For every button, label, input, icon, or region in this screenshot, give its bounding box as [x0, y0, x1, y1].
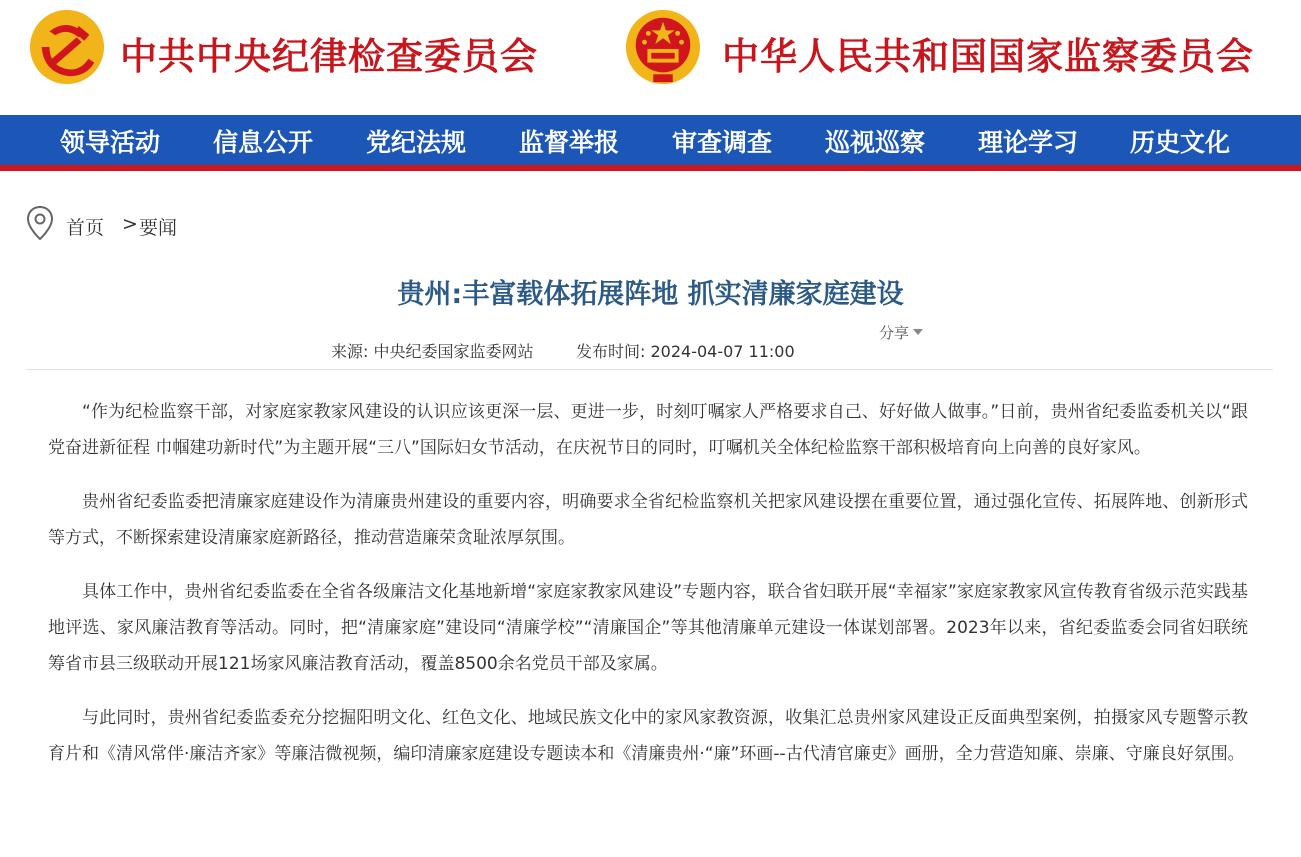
article-body [48, 394, 1248, 790]
nsc-title: 中华人民共和国国家监察委员会 [722, 34, 1254, 78]
article-paragraph: 具体工作中，贵州省纪委监委在全省各级廉洁文化基地新增“家庭家教家风建设”专题内容，联合省妇联开展“幸福家”家庭家教家风宣传教育省级示范实践基地评选、家风廉洁教育等活动。同时，把“清廉家庭”建设同“清廉学校”“清廉国企”等其他清廉单元建设一体谋划部署。2023年以来，省纪委监委会同省妇联统筹省市县三级联动开展121场家风廉洁教育活动，覆盖8500余名党员干部及家属。 [48, 582, 1248, 674]
nav-item-regulations[interactable]: 党纪法规 [366, 128, 467, 157]
main-nav [0, 115, 1301, 171]
article-paragraph: 贵州省纪委监委把清廉家庭建设作为清廉贵州建设的重要内容，明确要求全省纪检监察机关把家风建设摆在重要位置，通过强化宣传、拓展阵地、创新形式等方式，不断探索建设清廉家庭新路径，推动营造廉荣贪耻浓厚氛围。 [48, 492, 1248, 548]
nav-item-investigation[interactable]: 审查调查 [672, 128, 773, 157]
nav-item-info-disclosure[interactable]: 信息公开 [213, 128, 314, 157]
article-title: 贵州:丰富载体拓展阵地 抓实清廉家庭建设 [397, 279, 904, 310]
site-header [0, 0, 1301, 115]
breadcrumb-home-link[interactable]: 首页 [66, 217, 105, 239]
nav-item-leadership[interactable]: 领导活动 [60, 128, 161, 157]
location-pin-icon [26, 205, 54, 241]
national-emblem-icon [624, 6, 702, 88]
party-emblem-icon [28, 8, 106, 86]
article-paragraph: 与此同时，贵州省纪委监委充分挖掘阳明文化、红色文化、地域民族文化中的家风家教资源，收集汇总贵州家风建设正反面典型案例，拍摄家风专题警示教育片和《清风常伴·廉洁齐家》等廉洁微视频，编印清廉家庭建设专题读本和《清廉贵州·“廉”环画--古代清官廉吏》画册，全力营造知廉、崇廉、守廉良好氛围。 [48, 708, 1248, 764]
nav-item-theory-study[interactable]: 理论学习 [978, 128, 1079, 157]
share-button[interactable] [879, 322, 923, 343]
divider [26, 369, 1273, 370]
article-paragraph: “作为纪检监察干部，对家庭家教家风建设的认识应该更深一层、更进一步，时刻叮嘱家人严格要求自己、好好做人做事。”日前，贵州省纪委监委机关以“跟党奋进新征程 巾帼建功新时代”为主题开展“三八”国际妇女节活动，在庆祝节日的同时，叮嘱机关全体纪检监察干部积极培育向上向善的良好家风。 [48, 402, 1248, 458]
breadcrumb-news-link[interactable]: 要闻 [139, 217, 178, 239]
article-source: 来源: 中央纪委国家监委网站 [331, 342, 534, 361]
nav-item-history-culture[interactable]: 历史文化 [1130, 128, 1231, 157]
cpc-ccdi-title: 中共中央纪律检查委员会 [120, 34, 538, 78]
breadcrumb-separator: > [122, 213, 138, 235]
chevron-down-icon [913, 329, 923, 335]
nav-item-supervision-report[interactable]: 监督举报 [519, 128, 620, 157]
nav-item-inspection[interactable]: 巡视巡察 [825, 128, 926, 157]
article-publish-time: 发布时间: 2024-04-07 11:00 [576, 342, 795, 361]
share-label: 分享 [879, 324, 910, 342]
